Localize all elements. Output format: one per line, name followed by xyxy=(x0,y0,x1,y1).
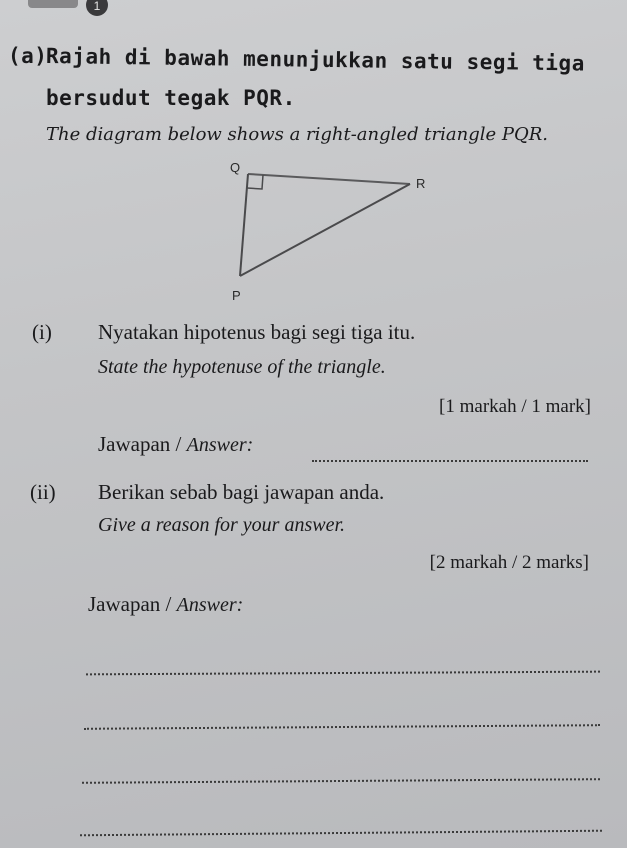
part-ii-answer-label xyxy=(88,592,243,617)
part-i-marks-text: [1 markah / 1 mark] xyxy=(439,396,591,417)
top-edge-mark xyxy=(28,0,78,8)
part-ii-answer-line-3[interactable] xyxy=(82,778,600,784)
vertex-r-label: R xyxy=(416,176,426,191)
part-i-answer-malay: Jawapan / xyxy=(98,432,187,456)
part-ii-malay: Berikan sebab bagi jawapan anda. xyxy=(98,480,385,504)
part-i-english: State the hypotenuse of the triangle. xyxy=(98,356,386,378)
side-pr-hypotenuse xyxy=(240,184,410,276)
vertex-q-label: Q xyxy=(230,160,241,175)
part-i-marks xyxy=(439,396,591,418)
part-ii-answer-line-2[interactable] xyxy=(84,724,600,730)
question-a-label: (a) xyxy=(8,44,48,68)
part-i-answer-english: Answer: xyxy=(186,434,254,456)
part-i-malay: Nyatakan hipotenus bagi segi tiga itu. xyxy=(98,320,416,344)
part-ii-answer-malay: Jawapan / xyxy=(88,592,177,616)
part-ii-answer-line-4[interactable] xyxy=(80,830,602,837)
side-qp xyxy=(240,174,248,276)
question-number-badge: 1 xyxy=(86,0,108,16)
side-qr xyxy=(248,174,410,184)
part-ii-answer-english: Answer: xyxy=(176,594,244,616)
part-ii-marks-text: [2 markah / 2 marks] xyxy=(429,552,589,573)
part-i-answer-line[interactable] xyxy=(312,460,588,462)
part-i-label: (i) xyxy=(32,320,52,344)
right-angle-marker xyxy=(247,175,263,189)
vertex-p-label: P xyxy=(232,288,241,303)
triangle-pqr-diagram xyxy=(220,160,430,310)
part-ii-label: (ii) xyxy=(30,480,56,504)
part-ii-answer-line-1[interactable] xyxy=(86,671,600,676)
part-ii-marks xyxy=(430,552,589,574)
question-a-english: The diagram below shows a right-angled triangle PQR. xyxy=(46,124,549,145)
question-a-malay-line2: bersudut tegak PQR. xyxy=(46,86,296,110)
question-a-malay-line1: Rajah di bawah menunjukkan satu segi tiga xyxy=(45,44,585,76)
part-ii-english: Give a reason for your answer. xyxy=(98,514,346,536)
part-i-answer-label xyxy=(98,432,253,457)
